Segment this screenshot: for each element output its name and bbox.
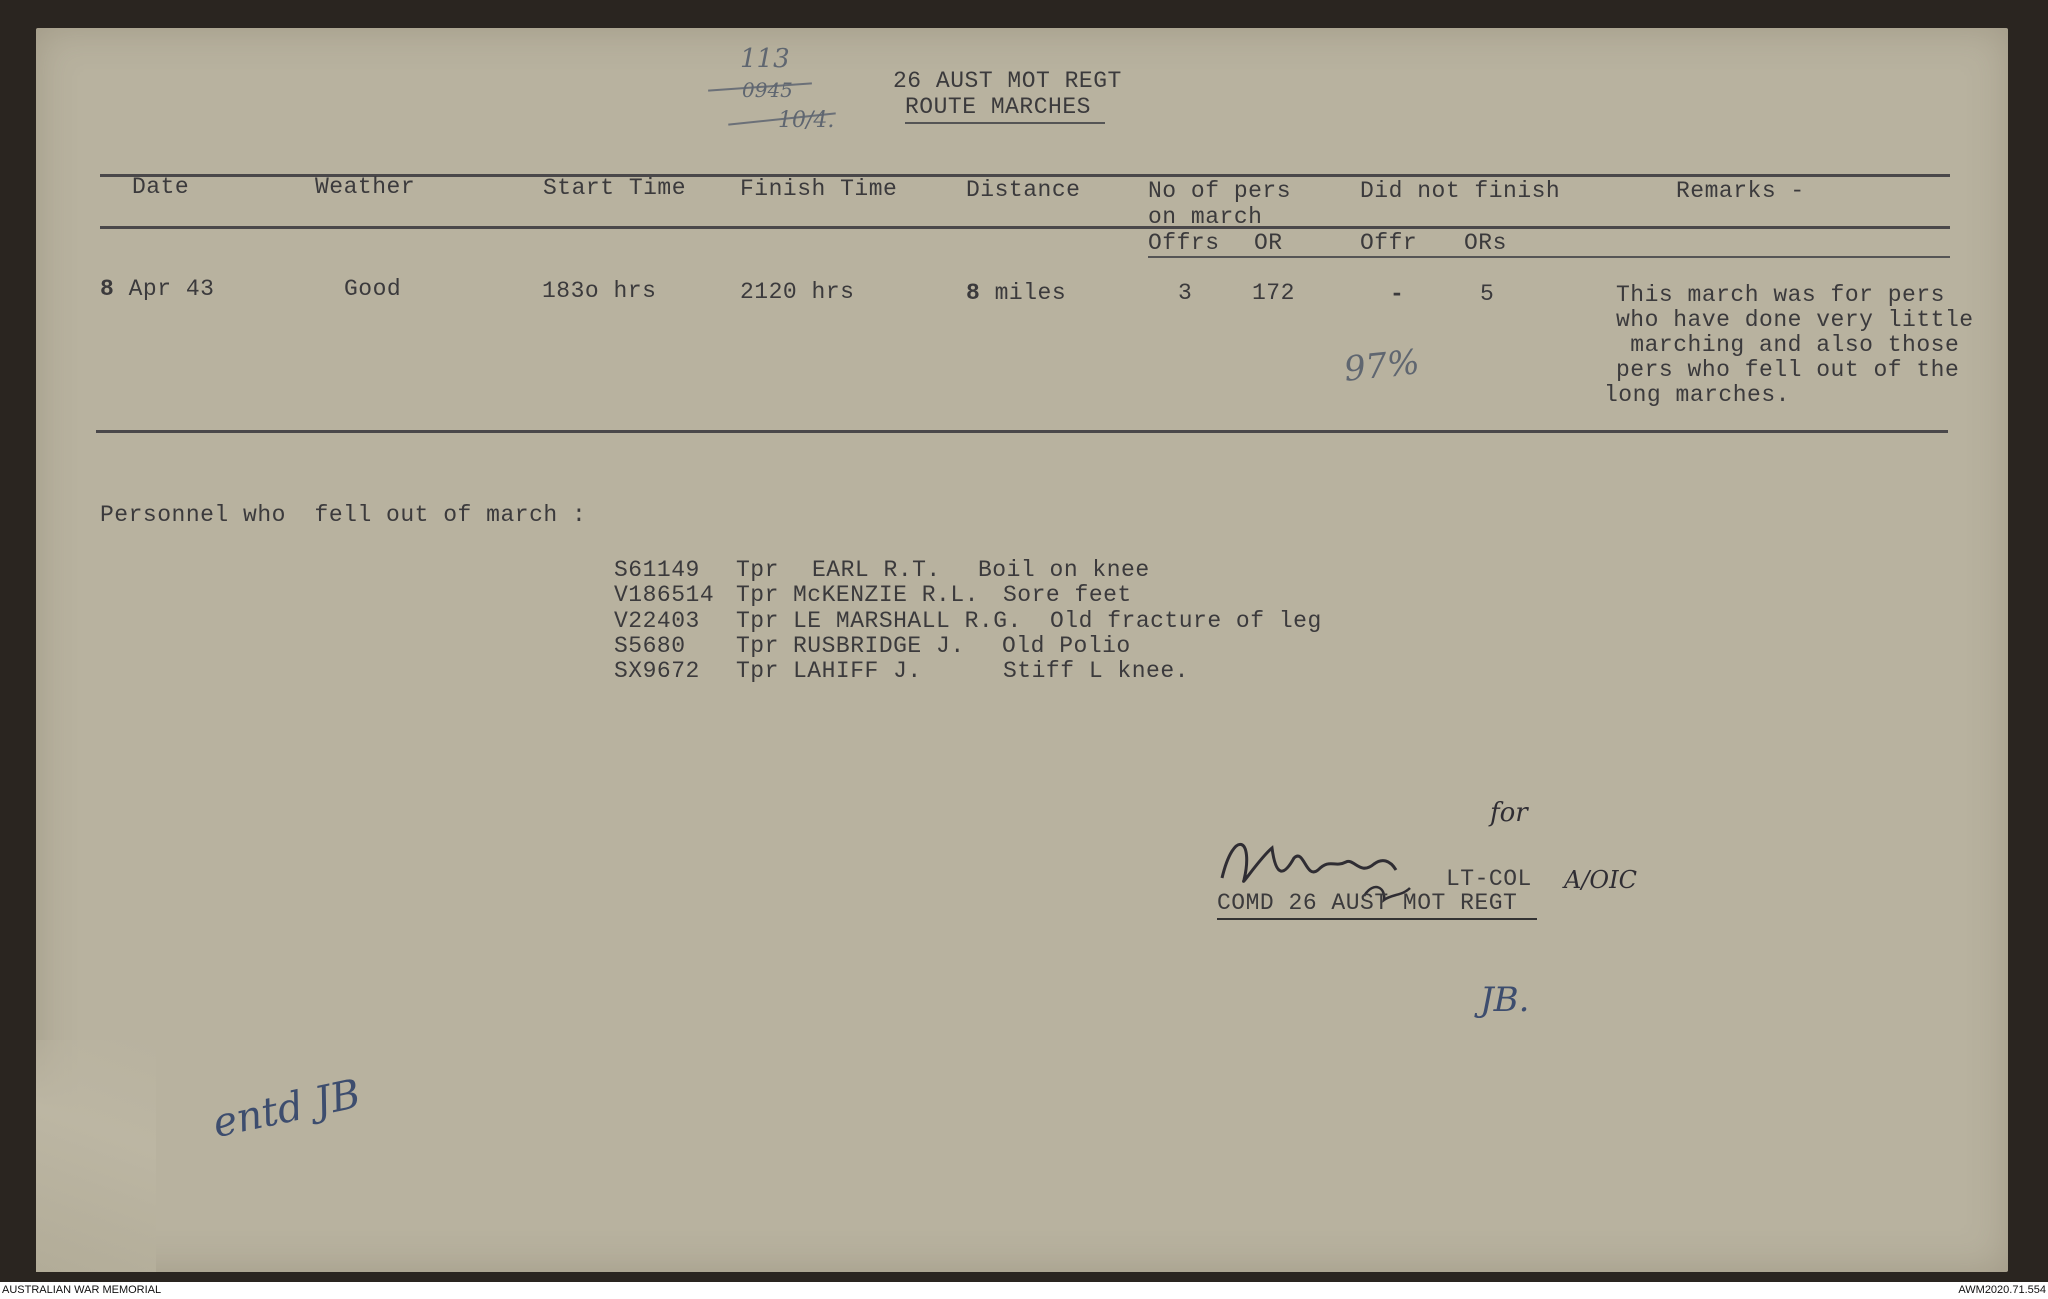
cell-dnf-ors: 5: [1480, 281, 1495, 307]
subcol-ors: ORs: [1464, 230, 1507, 256]
entry-reason: Boil on knee: [978, 557, 1150, 583]
signature-for: for: [1490, 798, 1528, 828]
cell-offrs: 3: [1178, 280, 1193, 306]
col-no-pers-line1: No of pers: [1148, 178, 1292, 204]
subcol-offr: Offr: [1360, 230, 1418, 256]
entry-number: V186514: [614, 582, 715, 608]
entry-name: LE MARSHALL R.G.: [793, 608, 1022, 634]
col-no-pers-line2: on march: [1148, 204, 1263, 230]
subcol-offrs: Offrs: [1148, 230, 1220, 256]
subcol-or: OR: [1254, 230, 1283, 256]
paper-fold: [36, 1040, 156, 1272]
document-subtitle: ROUTE MARCHES: [905, 94, 1091, 120]
col-remarks: Remarks -: [1676, 178, 1805, 204]
signature-annot: A/OIC: [1564, 866, 1637, 894]
entry-number: S61149: [614, 557, 700, 583]
remarks-line-1: This march was for pers: [1616, 282, 1945, 308]
signature-title: COMD 26 AUST MOT REGT: [1217, 890, 1518, 916]
cell-date: [100, 276, 214, 302]
table-bottom-rule: [96, 430, 1948, 433]
entry-name: RUSBRIDGE J.: [793, 633, 965, 659]
signature-title-underline: [1217, 918, 1537, 920]
col-finish-time: Finish Time: [740, 176, 898, 202]
col-distance: Distance: [966, 177, 1081, 203]
fallout-heading: Personnel who fell out of march :: [100, 502, 587, 528]
cell-distance: [966, 280, 1066, 306]
entry-number: SX9672: [614, 658, 700, 684]
distance-rest: miles: [980, 280, 1067, 306]
subtitle-underline: [905, 122, 1105, 124]
cell-percent-pencil: 97%: [1342, 342, 1422, 390]
entry-name: EARL R.T.: [812, 557, 941, 583]
entry-reason: Old Polio: [1002, 633, 1131, 659]
cell-weather: Good: [344, 276, 402, 302]
entry-number: V22403: [614, 608, 700, 634]
remarks-line-2: who have done very little: [1616, 307, 1974, 333]
cell-start-time: 183o hrs: [542, 278, 657, 304]
entry-rank: Tpr: [736, 557, 779, 583]
col-did-not-finish: Did not finish: [1360, 178, 1561, 204]
cell-or: 172: [1252, 280, 1295, 306]
footer-left: AUSTRALIAN WAR MEMORIAL: [2, 1284, 162, 1296]
col-start-time: Start Time: [543, 175, 687, 201]
entry-name: McKENZIE R.L.: [793, 582, 979, 608]
entry-name: LAHIFF J.: [793, 658, 922, 684]
entry-rank: Tpr: [736, 582, 779, 608]
remarks-line-3: marching and also those: [1616, 332, 1960, 358]
initials-blue: JB.: [1480, 980, 1530, 1020]
date-rest: Apr 43: [114, 276, 215, 302]
cell-dnf-offr: -: [1390, 281, 1405, 307]
entry-rank: Tpr: [736, 608, 779, 634]
footer-right: AWM2020.71.554: [1958, 1284, 2046, 1296]
entry-rank: Tpr: [736, 658, 779, 684]
ref-time: 0945: [742, 78, 793, 102]
ref-date: 10/4.: [778, 108, 835, 133]
entry-reason: Old fracture of leg: [1050, 608, 1322, 634]
entered-annotation: entd JB: [208, 1070, 365, 1148]
entry-rank: Tpr: [736, 633, 779, 659]
col-weather: Weather: [315, 174, 416, 200]
signature-rank: LT-COL: [1446, 866, 1532, 892]
table-header-rule: [100, 226, 1950, 229]
entry-reason: Stiff L knee.: [1003, 658, 1189, 684]
table-subheader-rule: [1148, 256, 1950, 258]
col-date: Date: [132, 174, 190, 200]
cell-finish-time: 2120 hrs: [740, 279, 855, 305]
ref-number: 113: [740, 44, 790, 74]
entry-reason: Sore feet: [1003, 582, 1132, 608]
entry-number: S5680: [614, 633, 686, 659]
remarks-line-5: long marches.: [1604, 382, 1790, 408]
date-digit: 8: [100, 276, 115, 302]
remarks-line-4: pers who fell out of the: [1616, 357, 1960, 383]
distance-digit: 8: [966, 280, 981, 306]
document-title: 26 AUST MOT REGT: [893, 68, 1122, 94]
